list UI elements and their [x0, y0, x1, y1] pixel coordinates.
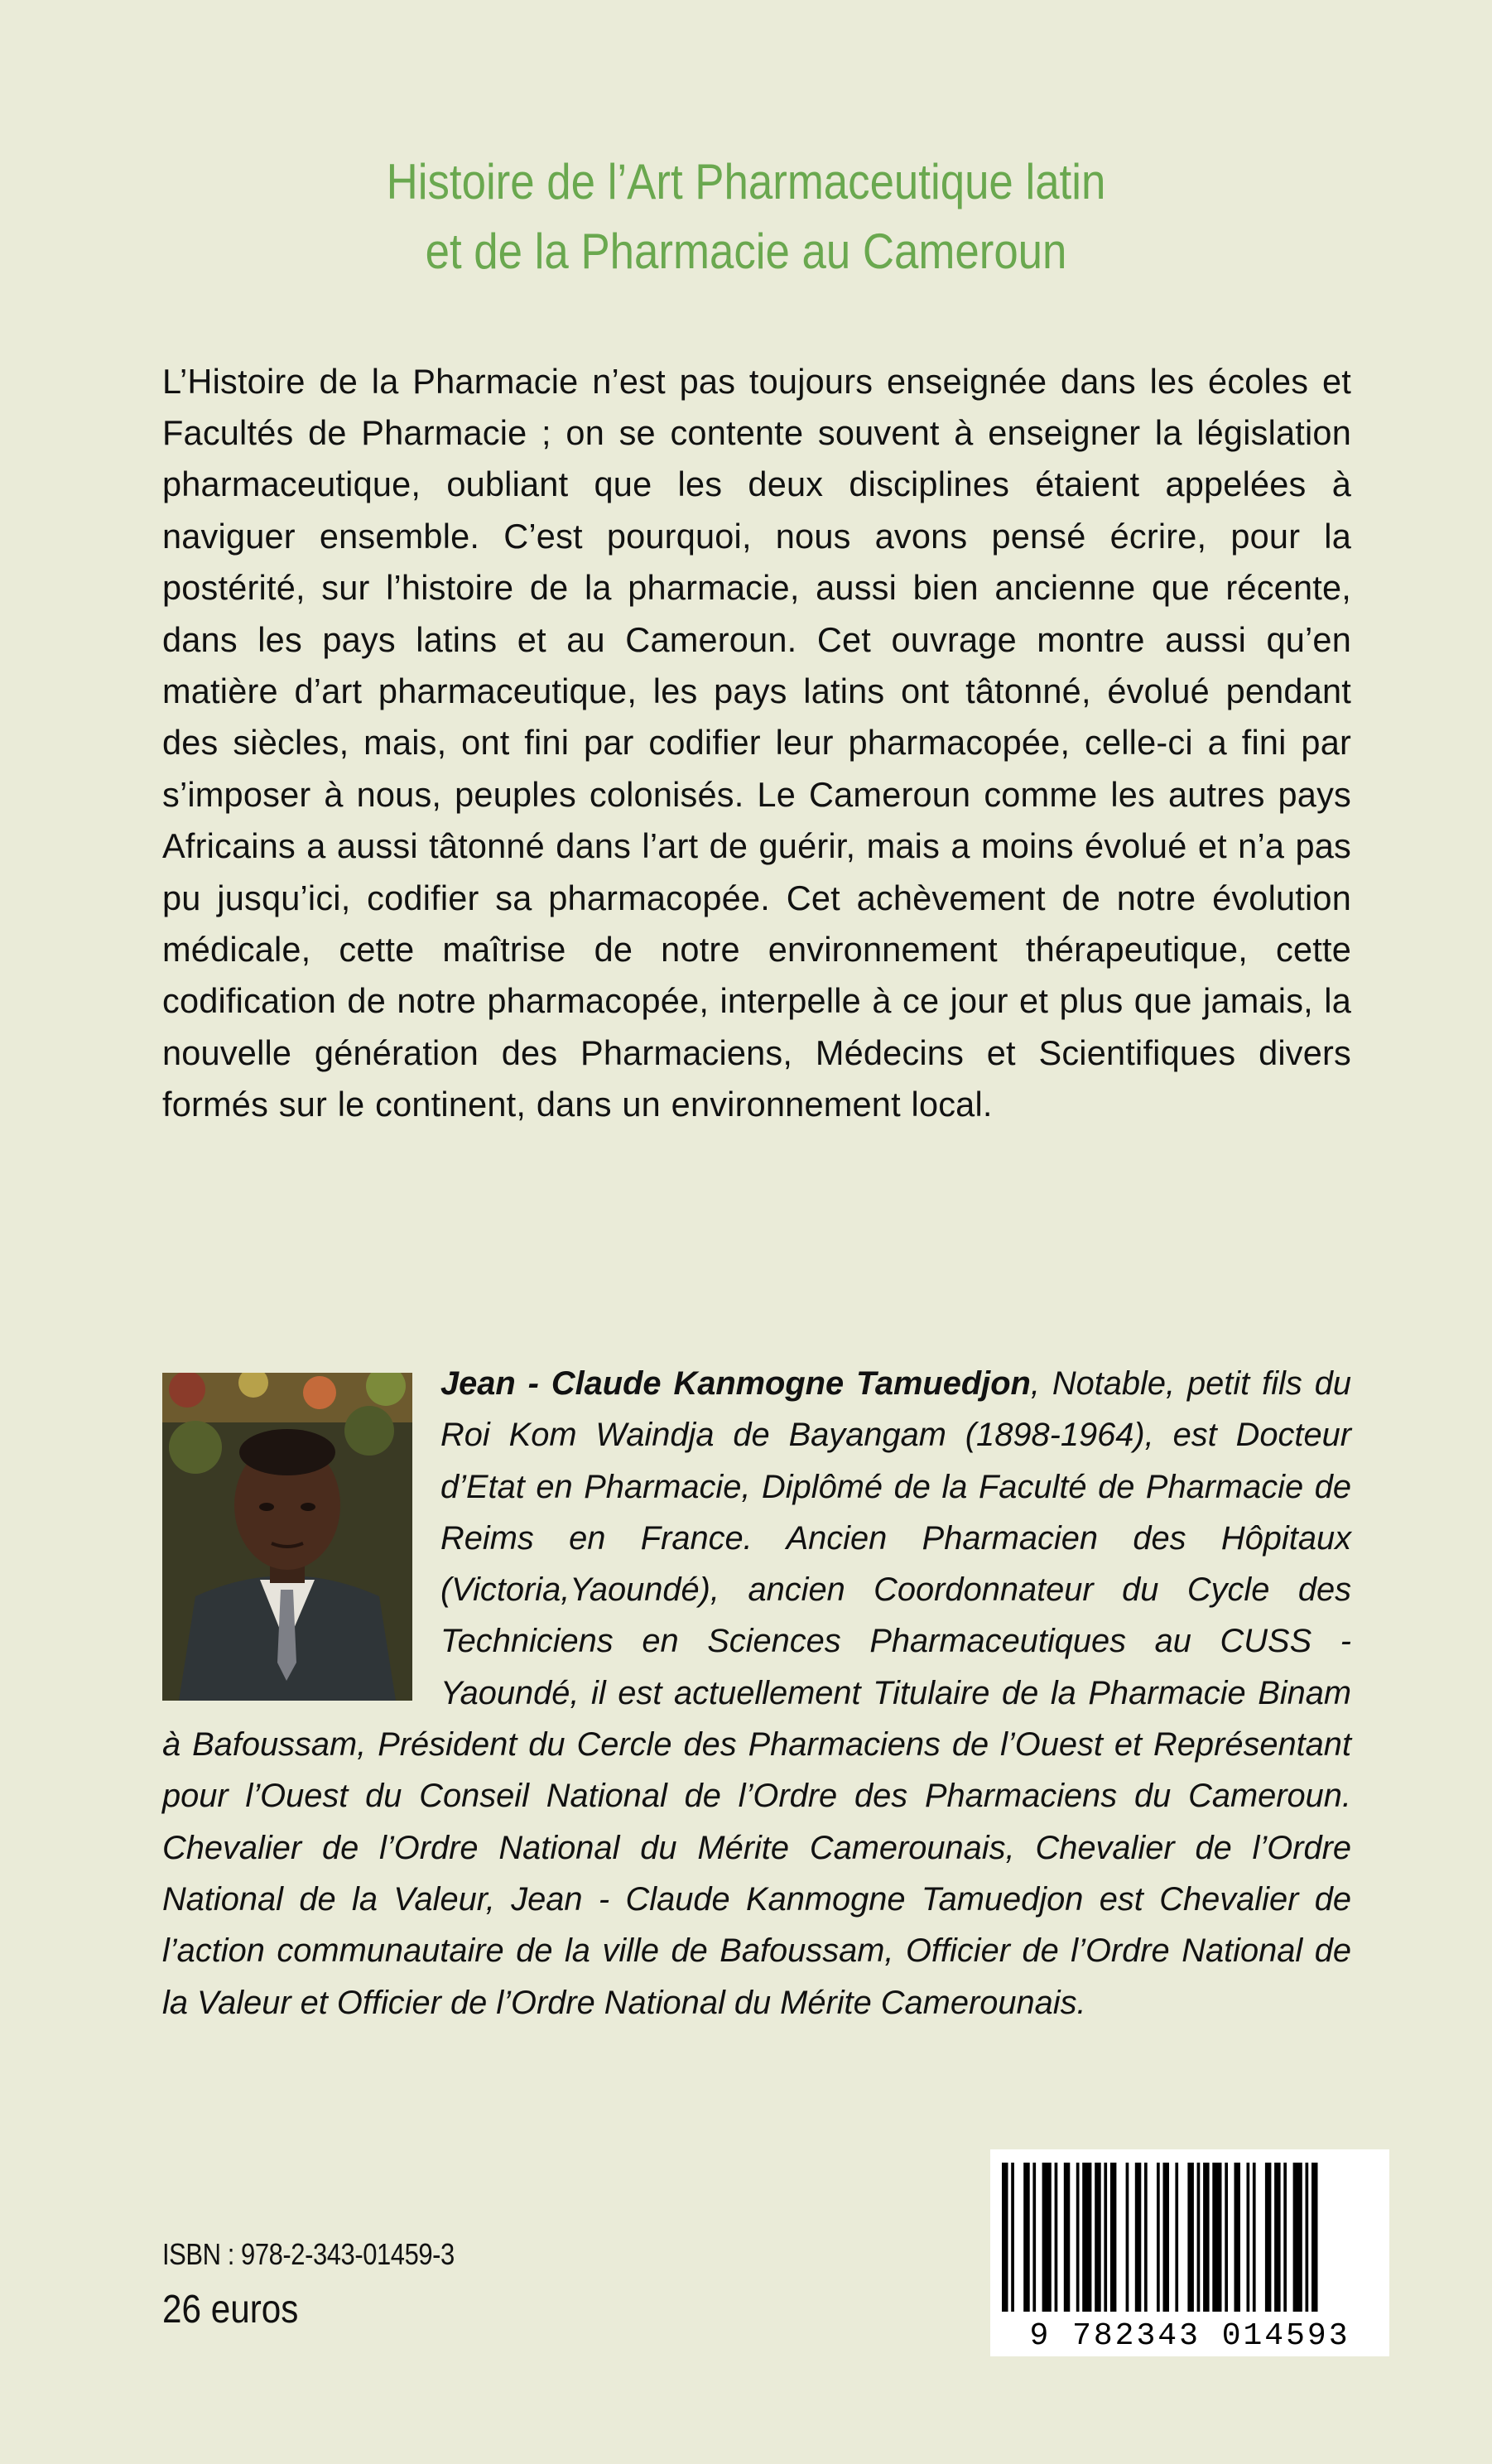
barcode-bar — [1076, 2163, 1080, 2312]
barcode-bar — [1104, 2163, 1107, 2312]
photo-float-space — [162, 1358, 440, 1719]
book-title-line-2: et de la Pharmacie au Cameroun — [425, 224, 1067, 279]
barcode-bar — [1157, 2163, 1160, 2312]
barcode-bar — [1203, 2163, 1210, 2312]
barcode-bar — [1002, 2163, 1008, 2312]
barcode-bar — [1064, 2163, 1071, 2312]
barcode-bar — [1235, 2163, 1241, 2312]
barcode-bar — [1055, 2163, 1058, 2312]
barcode-bar — [1225, 2163, 1228, 2312]
barcode-bar — [1175, 2163, 1178, 2312]
barcode-bar — [1212, 2163, 1221, 2312]
barcode-bar — [1032, 2163, 1036, 2312]
barcode-bar — [1135, 2163, 1142, 2312]
price: 26 euros — [162, 2288, 299, 2332]
barcode-bar — [1095, 2163, 1101, 2312]
barcode-bar — [1187, 2163, 1194, 2312]
barcode-bar — [1082, 2163, 1091, 2312]
barcode-bar — [1293, 2163, 1302, 2312]
barcode-bar — [1042, 2163, 1052, 2312]
barcode-bars — [990, 2149, 1389, 2315]
barcode — [990, 2149, 1389, 2356]
barcode-bar — [1163, 2163, 1170, 2312]
barcode-bar — [1110, 2163, 1117, 2312]
isbn: ISBN : 978-2-343-01459-3 — [162, 2237, 455, 2271]
barcode-bar — [1126, 2163, 1129, 2312]
book-title-line-1: Histoire de l’Art Pharmaceutique latin — [386, 154, 1106, 209]
barcode-bar — [1011, 2163, 1014, 2312]
barcode-bar — [1306, 2163, 1309, 2312]
barcode-bar — [1283, 2163, 1287, 2312]
book-summary: L’Histoire de la Pharmacie n’est pas toujours enseignée dans les écoles et Facultés de Pharmacie ; on se contente souvent à enseigner la législation pharmaceutique, oubliant que les deux disciplines étaient appelées à naviguer ensemble. C’est pourquoi, nous avons pensé écrire, pour la postérité, sur l’histoire de la pharmacie, aussi bien ancienne que récente, dans les pays latins et au Cameroun. Cet ouvrage montre aussi qu’en matière d’art pharmaceutique, les pays latins ont tâtonné, évolué pendant des siècles, mais, ont fini par codifier leur pharmacopée, celle-ci a fini par s’imposer à nous, peuples colonisés. Le Cameroun comme les autres pays Africains a aussi tâtonné dans l’art de guérir, mais a moins évolué et n’a pas pu jusqu’ici, codifier sa pharmacopée. Cet achèvement de notre évolution médicale, cette maîtrise de notre environnement thérapeutique, cette codification de notre pharmacopée, interpelle à ce jour et plus que jamais, la nouvelle génération des Pharmaciens, Médecins et Scientifiques divers formés sur le continent, dans un environnement local. — [162, 361, 1351, 1124]
author-bio-text: , Notable, petit fils du Roi Kom Waindja de Bayangam (1898-1964), est Docteur d’Etat en Pharmacie, Diplômé de la Faculté de Pharmacie de Reims en France. Ancien Pharmacien des Hôpitaux (Victoria,Yaoundé), ancien Coordonnateur du Cycle des Techniciens en Sciences Pharmaceutiques au CUSS - Yaoundé, il est actuellement Titulaire de la Pharmacie Binam à Bafoussam, Président du Cercle des Pharmaciens de l’Ouest et Représentant pour l’Ouest du Conseil National de l’Ordre des Pharmaciens du Cameroun. Chevalier de l’Ordre National du Mérite Camerounais, Chevalier de l’Ordre National de la Valeur, Jean - Claude Kanmogne Tamuedjon est Chevalier de l’action communautaire de la ville de Bafoussam, Officier de l’Ordre National de la Valeur et Officier de l’Ordre National du Mérite Camerounais. — [162, 1365, 1352, 2021]
barcode-bar — [1253, 2163, 1256, 2312]
barcode-bar — [1144, 2163, 1148, 2312]
barcode-bar — [1312, 2163, 1318, 2312]
barcode-digits: 9 782343 014593 — [1029, 2318, 1350, 2354]
barcode-bar — [1197, 2163, 1201, 2312]
barcode-bar — [1023, 2163, 1030, 2312]
author-name: Jean - Claude Kanmogne Tamuedjon — [440, 1365, 1031, 1402]
barcode-bar — [1247, 2163, 1250, 2312]
barcode-bar — [1265, 2163, 1272, 2312]
barcode-bar — [1274, 2163, 1281, 2312]
author-biography — [162, 1358, 1351, 2028]
